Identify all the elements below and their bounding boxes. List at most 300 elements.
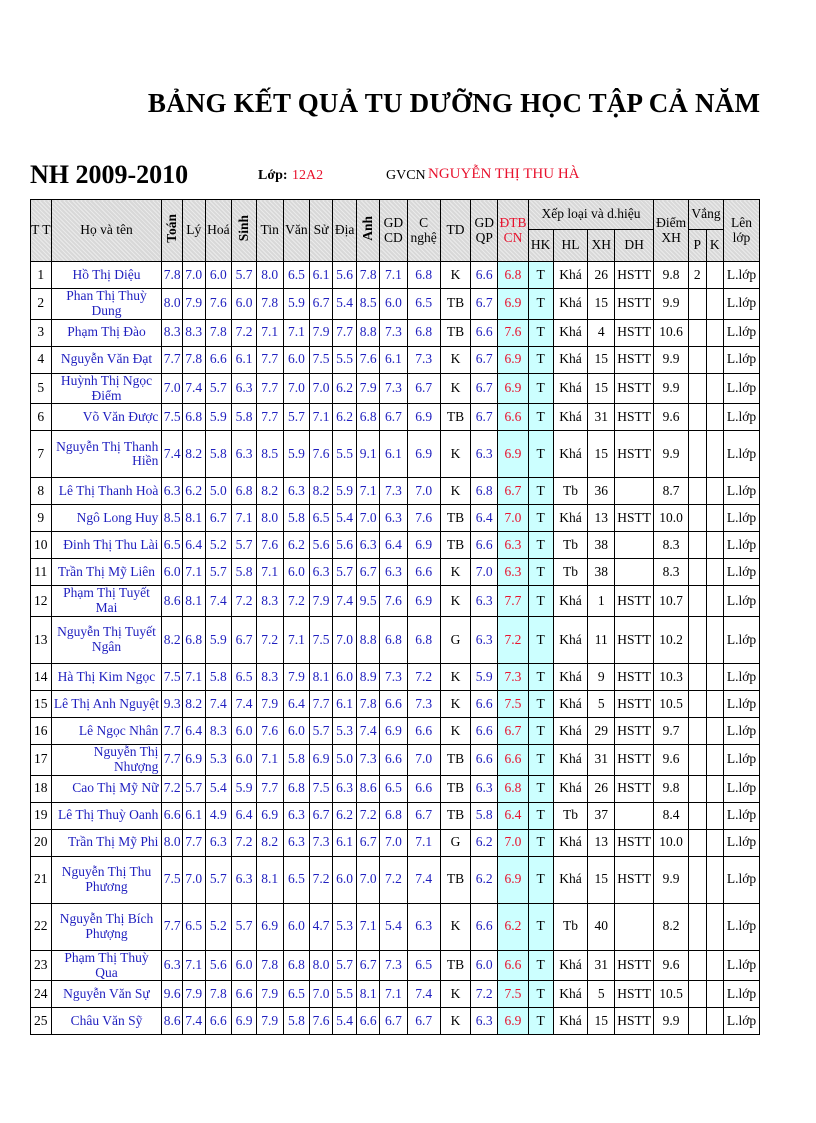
cell-ly: 6.4 bbox=[182, 532, 205, 559]
cell-gdqp: 6.3 bbox=[471, 1008, 498, 1035]
header-name: Họ và tên bbox=[51, 200, 162, 262]
cell-tin: 6.9 bbox=[256, 903, 283, 950]
cell-toan: 8.6 bbox=[162, 1008, 183, 1035]
cell-cnghe: 7.3 bbox=[407, 346, 440, 373]
cell-diemxh: 9.8 bbox=[654, 262, 689, 289]
cell-td: K bbox=[440, 559, 471, 586]
cell-hoa: 7.4 bbox=[205, 586, 232, 617]
cell-hk: T bbox=[528, 950, 553, 981]
cell-lenlop: L.lớp bbox=[723, 319, 759, 346]
cell-hl: Khá bbox=[553, 691, 588, 718]
cell-hl: Tb bbox=[553, 802, 588, 829]
cell-hl: Khá bbox=[553, 431, 588, 478]
cell-gdcd: 6.7 bbox=[380, 1008, 408, 1035]
cell-k bbox=[706, 373, 723, 404]
cell-student-name: Đinh Thị Thu Lài bbox=[51, 532, 162, 559]
cell-su: 7.9 bbox=[310, 319, 333, 346]
cell-cnghe: 6.8 bbox=[407, 319, 440, 346]
cell-hk: T bbox=[528, 505, 553, 532]
cell-hk: T bbox=[528, 346, 553, 373]
cell-xh: 40 bbox=[588, 903, 615, 950]
cell-toan: 6.3 bbox=[162, 478, 183, 505]
cell-van: 7.1 bbox=[283, 319, 310, 346]
cell-td: TB bbox=[440, 745, 471, 776]
cell-gdqp: 6.7 bbox=[471, 346, 498, 373]
cell-toan: 9.3 bbox=[162, 691, 183, 718]
cell-tin: 7.7 bbox=[256, 373, 283, 404]
cell-cnghe: 6.9 bbox=[407, 404, 440, 431]
cell-sinh: 6.0 bbox=[232, 745, 257, 776]
cell-gdqp: 6.6 bbox=[471, 903, 498, 950]
cell-hl: Khá bbox=[553, 981, 588, 1008]
table-row bbox=[31, 532, 760, 559]
cell-gdcd: 5.4 bbox=[380, 903, 408, 950]
cell-k bbox=[706, 802, 723, 829]
cell-td: TB bbox=[440, 856, 471, 903]
cell-xh: 11 bbox=[588, 617, 615, 664]
teacher-value: NGUYỄN THỊ THU HÀ bbox=[428, 166, 580, 182]
cell-hoa: 5.0 bbox=[205, 478, 232, 505]
cell-k bbox=[706, 431, 723, 478]
cell-xh: 31 bbox=[588, 404, 615, 431]
cell-ly: 7.9 bbox=[182, 981, 205, 1008]
cell-dtbcn: 6.9 bbox=[498, 431, 529, 478]
cell-sinh: 5.7 bbox=[232, 903, 257, 950]
table-row bbox=[31, 586, 760, 617]
cell-k bbox=[706, 775, 723, 802]
cell-ly: 6.5 bbox=[182, 903, 205, 950]
cell-gdcd: 7.3 bbox=[380, 319, 408, 346]
cell-van: 6.2 bbox=[283, 532, 310, 559]
cell-hoa: 6.3 bbox=[205, 829, 232, 856]
cell-hk: T bbox=[528, 664, 553, 691]
cell-dia: 6.0 bbox=[332, 664, 357, 691]
cell-sinh: 6.9 bbox=[232, 1008, 257, 1035]
cell-k bbox=[706, 262, 723, 289]
cell-diemxh: 9.9 bbox=[654, 346, 689, 373]
cell-gdqp: 6.6 bbox=[471, 718, 498, 745]
cell-toan: 8.0 bbox=[162, 829, 183, 856]
table-row bbox=[31, 718, 760, 745]
cell-dia: 5.4 bbox=[332, 289, 357, 320]
cell-sinh: 6.0 bbox=[232, 950, 257, 981]
cell-anh: 7.8 bbox=[357, 691, 380, 718]
cell-cnghe: 6.7 bbox=[407, 802, 440, 829]
cell-k bbox=[706, 586, 723, 617]
cell-ly: 5.7 bbox=[182, 775, 205, 802]
cell-dtbcn: 7.3 bbox=[498, 664, 529, 691]
cell-toan: 6.6 bbox=[162, 802, 183, 829]
cell-k bbox=[706, 856, 723, 903]
cell-tt: 18 bbox=[31, 775, 52, 802]
cell-xh: 29 bbox=[588, 718, 615, 745]
cell-tt: 10 bbox=[31, 532, 52, 559]
cell-ly: 7.7 bbox=[182, 829, 205, 856]
cell-hoa: 7.4 bbox=[205, 691, 232, 718]
cell-gdcd: 7.1 bbox=[380, 981, 408, 1008]
cell-dh: HSTT bbox=[615, 745, 654, 776]
cell-xh: 31 bbox=[588, 950, 615, 981]
cell-lenlop: L.lớp bbox=[723, 346, 759, 373]
cell-hoa: 6.0 bbox=[205, 262, 232, 289]
cell-tin: 7.8 bbox=[256, 950, 283, 981]
cell-hl: Khá bbox=[553, 262, 588, 289]
cell-gdqp: 6.3 bbox=[471, 431, 498, 478]
header-vang: Vắng bbox=[689, 200, 724, 230]
cell-dia: 6.0 bbox=[332, 856, 357, 903]
cell-diemxh: 10.7 bbox=[654, 586, 689, 617]
cell-dia: 5.7 bbox=[332, 950, 357, 981]
cell-tt: 24 bbox=[31, 981, 52, 1008]
cell-su: 6.7 bbox=[310, 802, 333, 829]
cell-k bbox=[706, 829, 723, 856]
cell-diemxh: 9.9 bbox=[654, 856, 689, 903]
cell-sinh: 6.3 bbox=[232, 373, 257, 404]
cell-gdqp: 6.6 bbox=[471, 745, 498, 776]
cell-toan: 7.5 bbox=[162, 856, 183, 903]
cell-hl: Khá bbox=[553, 319, 588, 346]
cell-student-name: Trần Thị Mỹ Liên bbox=[51, 559, 162, 586]
cell-sinh: 5.7 bbox=[232, 532, 257, 559]
cell-xh: 5 bbox=[588, 691, 615, 718]
cell-tin: 6.9 bbox=[256, 802, 283, 829]
cell-gdqp: 6.6 bbox=[471, 532, 498, 559]
cell-toan: 6.5 bbox=[162, 532, 183, 559]
cell-lenlop: L.lớp bbox=[723, 289, 759, 320]
table-row bbox=[31, 903, 760, 950]
cell-p bbox=[689, 829, 706, 856]
cell-ly: 7.4 bbox=[182, 373, 205, 404]
cell-tin: 7.1 bbox=[256, 559, 283, 586]
cell-van: 5.8 bbox=[283, 1008, 310, 1035]
cell-dtbcn: 6.7 bbox=[498, 718, 529, 745]
cell-dia: 5.3 bbox=[332, 903, 357, 950]
cell-tin: 8.2 bbox=[256, 829, 283, 856]
cell-hoa: 6.6 bbox=[205, 346, 232, 373]
cell-van: 6.3 bbox=[283, 478, 310, 505]
cell-xh: 36 bbox=[588, 478, 615, 505]
header-cnghe: C nghệ bbox=[407, 200, 440, 262]
cell-gdqp: 6.8 bbox=[471, 478, 498, 505]
cell-cnghe: 6.7 bbox=[407, 1008, 440, 1035]
cell-hoa: 6.7 bbox=[205, 505, 232, 532]
cell-van: 6.8 bbox=[283, 950, 310, 981]
cell-gdcd: 6.3 bbox=[380, 505, 408, 532]
cell-student-name: Trần Thị Mỹ Phi bbox=[51, 829, 162, 856]
header-ly: Lý bbox=[182, 200, 205, 262]
cell-ly: 6.8 bbox=[182, 617, 205, 664]
header-toan: Toán bbox=[162, 200, 183, 262]
cell-lenlop: L.lớp bbox=[723, 559, 759, 586]
cell-tin: 8.0 bbox=[256, 505, 283, 532]
cell-cnghe: 6.8 bbox=[407, 617, 440, 664]
cell-van: 6.3 bbox=[283, 802, 310, 829]
cell-p bbox=[689, 775, 706, 802]
table-row bbox=[31, 664, 760, 691]
cell-tt: 14 bbox=[31, 664, 52, 691]
cell-su: 7.2 bbox=[310, 856, 333, 903]
cell-diemxh: 10.3 bbox=[654, 664, 689, 691]
cell-su: 7.1 bbox=[310, 404, 333, 431]
cell-hoa: 5.4 bbox=[205, 775, 232, 802]
cell-p bbox=[689, 373, 706, 404]
table-row bbox=[31, 691, 760, 718]
cell-gdqp: 6.7 bbox=[471, 404, 498, 431]
cell-cnghe: 7.3 bbox=[407, 691, 440, 718]
cell-cnghe: 6.3 bbox=[407, 903, 440, 950]
header-k: K bbox=[706, 230, 723, 262]
cell-lenlop: L.lớp bbox=[723, 950, 759, 981]
cell-hk: T bbox=[528, 289, 553, 320]
cell-dh: HSTT bbox=[615, 856, 654, 903]
header-lenlop: Lên lớp bbox=[723, 200, 759, 262]
cell-gdqp: 6.6 bbox=[471, 262, 498, 289]
cell-hl: Khá bbox=[553, 664, 588, 691]
cell-k bbox=[706, 532, 723, 559]
cell-ly: 7.9 bbox=[182, 289, 205, 320]
cell-dh: HSTT bbox=[615, 617, 654, 664]
cell-van: 7.2 bbox=[283, 586, 310, 617]
cell-ly: 8.3 bbox=[182, 319, 205, 346]
cell-anh: 9.5 bbox=[357, 586, 380, 617]
cell-lenlop: L.lớp bbox=[723, 856, 759, 903]
cell-dh: HSTT bbox=[615, 775, 654, 802]
cell-hoa: 5.7 bbox=[205, 856, 232, 903]
cell-toan: 7.2 bbox=[162, 775, 183, 802]
cell-k bbox=[706, 903, 723, 950]
cell-k bbox=[706, 289, 723, 320]
cell-ly: 7.8 bbox=[182, 346, 205, 373]
cell-gdcd: 7.2 bbox=[380, 856, 408, 903]
cell-hk: T bbox=[528, 829, 553, 856]
cell-sinh: 5.8 bbox=[232, 404, 257, 431]
cell-td: TB bbox=[440, 404, 471, 431]
cell-gdcd: 6.8 bbox=[380, 617, 408, 664]
cell-hk: T bbox=[528, 586, 553, 617]
cell-ly: 8.1 bbox=[182, 505, 205, 532]
cell-dtbcn: 6.9 bbox=[498, 1008, 529, 1035]
cell-k bbox=[706, 1008, 723, 1035]
cell-sinh: 6.6 bbox=[232, 981, 257, 1008]
cell-gdcd: 6.9 bbox=[380, 718, 408, 745]
cell-cnghe: 7.0 bbox=[407, 478, 440, 505]
cell-dtbcn: 7.0 bbox=[498, 505, 529, 532]
table-row bbox=[31, 745, 760, 776]
cell-td: TB bbox=[440, 532, 471, 559]
cell-gdqp: 6.4 bbox=[471, 505, 498, 532]
cell-student-name: Nguyễn Thị Nhượng bbox=[51, 745, 162, 776]
cell-dh: HSTT bbox=[615, 431, 654, 478]
cell-diemxh: 9.8 bbox=[654, 775, 689, 802]
cell-lenlop: L.lớp bbox=[723, 664, 759, 691]
cell-gdcd: 6.3 bbox=[380, 559, 408, 586]
cell-cnghe: 6.8 bbox=[407, 262, 440, 289]
cell-xh: 15 bbox=[588, 856, 615, 903]
header-van: Văn bbox=[283, 200, 310, 262]
cell-hl: Khá bbox=[553, 404, 588, 431]
cell-diemxh: 9.9 bbox=[654, 289, 689, 320]
cell-dh: HSTT bbox=[615, 373, 654, 404]
cell-hk: T bbox=[528, 532, 553, 559]
cell-hoa: 5.8 bbox=[205, 664, 232, 691]
cell-k bbox=[706, 559, 723, 586]
cell-dtbcn: 7.6 bbox=[498, 319, 529, 346]
cell-toan: 7.7 bbox=[162, 346, 183, 373]
cell-su: 6.1 bbox=[310, 262, 333, 289]
cell-p bbox=[689, 1008, 706, 1035]
cell-hl: Khá bbox=[553, 289, 588, 320]
cell-toan: 7.0 bbox=[162, 373, 183, 404]
cell-k bbox=[706, 950, 723, 981]
cell-td: K bbox=[440, 691, 471, 718]
cell-xh: 13 bbox=[588, 829, 615, 856]
cell-lenlop: L.lớp bbox=[723, 775, 759, 802]
table-row bbox=[31, 289, 760, 320]
cell-dtbcn: 6.6 bbox=[498, 950, 529, 981]
cell-gdqp: 6.3 bbox=[471, 586, 498, 617]
cell-hk: T bbox=[528, 617, 553, 664]
cell-sinh: 6.4 bbox=[232, 802, 257, 829]
cell-hoa: 7.8 bbox=[205, 981, 232, 1008]
cell-tin: 7.9 bbox=[256, 691, 283, 718]
cell-su: 8.0 bbox=[310, 950, 333, 981]
cell-student-name: Phạm Thị Tuyết Mai bbox=[51, 586, 162, 617]
cell-student-name: Nguyễn Thị Bích Phượng bbox=[51, 903, 162, 950]
cell-diemxh: 9.6 bbox=[654, 950, 689, 981]
cell-lenlop: L.lớp bbox=[723, 718, 759, 745]
cell-hk: T bbox=[528, 404, 553, 431]
cell-p bbox=[689, 856, 706, 903]
cell-ly: 8.1 bbox=[182, 586, 205, 617]
cell-tt: 13 bbox=[31, 617, 52, 664]
cell-tin: 7.9 bbox=[256, 981, 283, 1008]
cell-gdcd: 7.6 bbox=[380, 586, 408, 617]
cell-anh: 8.1 bbox=[357, 981, 380, 1008]
table-row bbox=[31, 950, 760, 981]
results-body bbox=[31, 262, 760, 1035]
cell-cnghe: 6.5 bbox=[407, 289, 440, 320]
cell-hl: Khá bbox=[553, 745, 588, 776]
cell-diemxh: 10.2 bbox=[654, 617, 689, 664]
cell-tin: 7.1 bbox=[256, 319, 283, 346]
cell-dh bbox=[615, 478, 654, 505]
info-line bbox=[30, 160, 790, 192]
cell-tt: 2 bbox=[31, 289, 52, 320]
cell-xh: 15 bbox=[588, 431, 615, 478]
cell-su: 7.0 bbox=[310, 981, 333, 1008]
cell-van: 6.3 bbox=[283, 829, 310, 856]
cell-hk: T bbox=[528, 718, 553, 745]
cell-gdqp: 5.8 bbox=[471, 802, 498, 829]
cell-su: 6.3 bbox=[310, 559, 333, 586]
cell-td: TB bbox=[440, 950, 471, 981]
cell-gdqp: 6.7 bbox=[471, 289, 498, 320]
table-row bbox=[31, 346, 760, 373]
cell-p bbox=[689, 559, 706, 586]
cell-lenlop: L.lớp bbox=[723, 431, 759, 478]
cell-gdqp: 6.2 bbox=[471, 829, 498, 856]
cell-tt: 11 bbox=[31, 559, 52, 586]
cell-anh: 9.1 bbox=[357, 431, 380, 478]
cell-tt: 6 bbox=[31, 404, 52, 431]
cell-ly: 8.2 bbox=[182, 431, 205, 478]
cell-td: K bbox=[440, 431, 471, 478]
header-anh: Anh bbox=[357, 200, 380, 262]
cell-sinh: 5.8 bbox=[232, 559, 257, 586]
cell-xh: 1 bbox=[588, 586, 615, 617]
cell-diemxh: 8.2 bbox=[654, 903, 689, 950]
cell-dia: 6.2 bbox=[332, 404, 357, 431]
cell-dia: 7.4 bbox=[332, 586, 357, 617]
cell-van: 5.8 bbox=[283, 745, 310, 776]
cell-student-name: Nguyễn Văn Đạt bbox=[51, 346, 162, 373]
cell-hoa: 7.8 bbox=[205, 319, 232, 346]
cell-su: 7.9 bbox=[310, 586, 333, 617]
cell-tin: 7.2 bbox=[256, 617, 283, 664]
cell-dtbcn: 6.3 bbox=[498, 532, 529, 559]
cell-hl: Khá bbox=[553, 950, 588, 981]
cell-gdqp: 6.2 bbox=[471, 856, 498, 903]
cell-td: TB bbox=[440, 775, 471, 802]
cell-hk: T bbox=[528, 262, 553, 289]
cell-tt: 1 bbox=[31, 262, 52, 289]
cell-van: 6.0 bbox=[283, 903, 310, 950]
cell-k bbox=[706, 691, 723, 718]
cell-sinh: 7.2 bbox=[232, 586, 257, 617]
cell-student-name: Hà Thị Kim Ngọc bbox=[51, 664, 162, 691]
cell-xh: 9 bbox=[588, 664, 615, 691]
cell-k bbox=[706, 981, 723, 1008]
cell-anh: 6.7 bbox=[357, 829, 380, 856]
cell-p bbox=[689, 664, 706, 691]
cell-dia: 6.2 bbox=[332, 373, 357, 404]
cell-van: 7.0 bbox=[283, 373, 310, 404]
cell-student-name: Nguyễn Thị Tuyết Ngân bbox=[51, 617, 162, 664]
cell-dia: 5.5 bbox=[332, 981, 357, 1008]
cell-dh: HSTT bbox=[615, 505, 654, 532]
cell-gdqp: 6.7 bbox=[471, 373, 498, 404]
cell-su: 6.9 bbox=[310, 745, 333, 776]
table-row bbox=[31, 856, 760, 903]
cell-tt: 3 bbox=[31, 319, 52, 346]
cell-anh: 7.4 bbox=[357, 718, 380, 745]
cell-anh: 8.8 bbox=[357, 319, 380, 346]
cell-student-name: Nguyễn Thị Thu Phương bbox=[51, 856, 162, 903]
cell-van: 6.4 bbox=[283, 691, 310, 718]
cell-tt: 9 bbox=[31, 505, 52, 532]
cell-td: TB bbox=[440, 319, 471, 346]
cell-toan: 7.7 bbox=[162, 718, 183, 745]
cell-k bbox=[706, 505, 723, 532]
cell-hoa: 5.8 bbox=[205, 431, 232, 478]
table-row bbox=[31, 559, 760, 586]
cell-p bbox=[689, 532, 706, 559]
cell-tt: 22 bbox=[31, 903, 52, 950]
cell-lenlop: L.lớp bbox=[723, 745, 759, 776]
cell-xh: 26 bbox=[588, 775, 615, 802]
cell-student-name: Võ Văn Được bbox=[51, 404, 162, 431]
table-row bbox=[31, 829, 760, 856]
cell-tin: 7.1 bbox=[256, 745, 283, 776]
cell-p bbox=[689, 431, 706, 478]
cell-hoa: 5.7 bbox=[205, 373, 232, 404]
cell-van: 6.0 bbox=[283, 718, 310, 745]
cell-hl: Khá bbox=[553, 505, 588, 532]
cell-su: 5.6 bbox=[310, 532, 333, 559]
header-su: Sử bbox=[310, 200, 333, 262]
cell-tin: 8.2 bbox=[256, 478, 283, 505]
header-dh: DH bbox=[615, 230, 654, 262]
